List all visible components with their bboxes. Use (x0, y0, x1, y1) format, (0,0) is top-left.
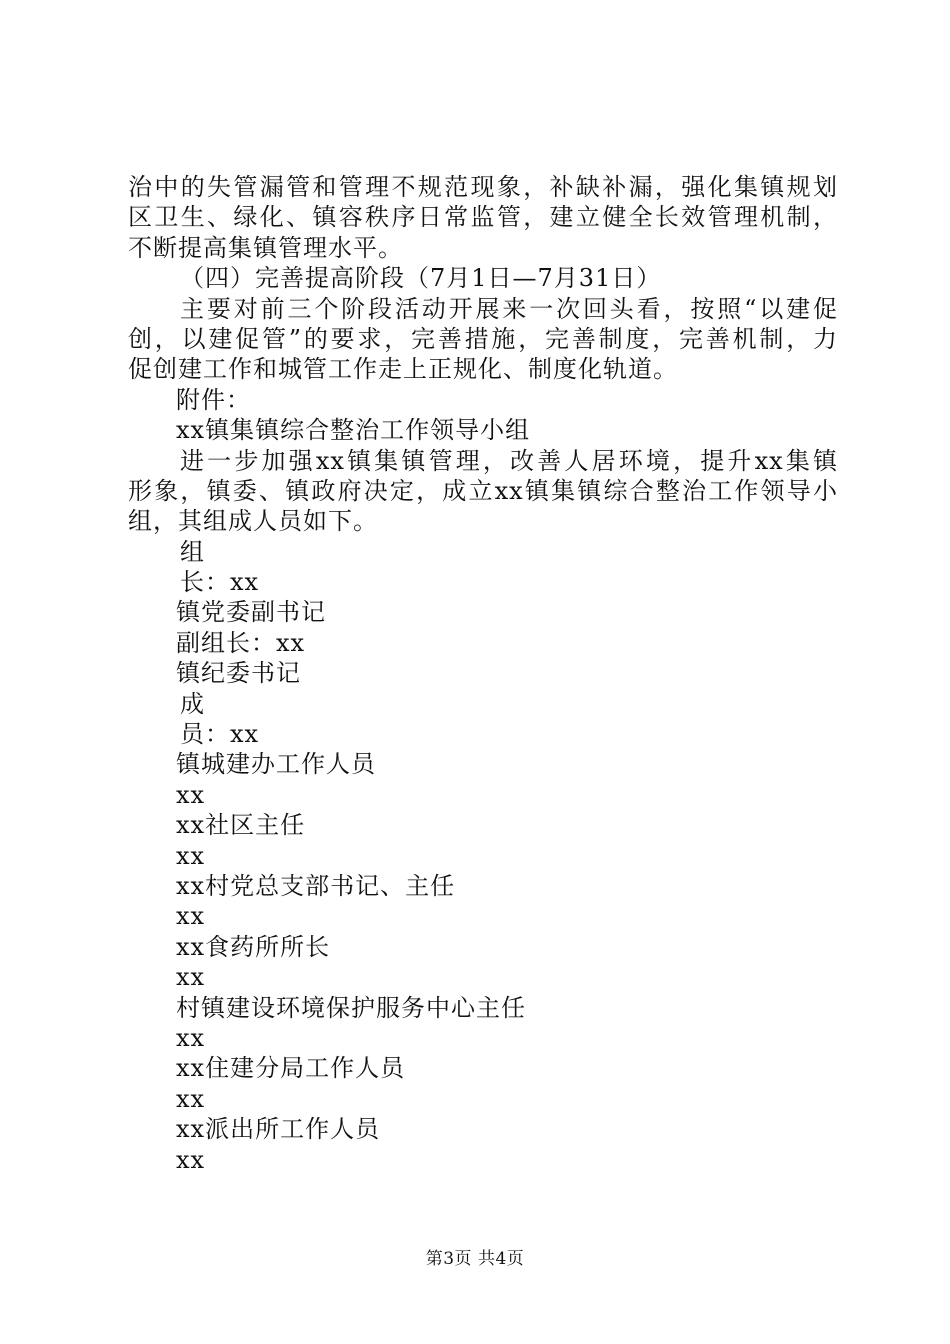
member-line: xx (176, 1145, 206, 1174)
attachment-title: xx镇集镇综合整治工作领导小组 (176, 416, 531, 445)
paragraph-line: 创，以建促管”的要求，完善措施，完善制度，完善机制，力 (128, 324, 838, 353)
attachment-label: 附件： (176, 385, 251, 414)
member-line: xx派出所工作人员 (176, 1115, 381, 1144)
member-line: xx食药所所长 (176, 932, 331, 961)
paragraph-line: 主要对前三个阶段活动开展来一次回头看，按照“以建促 (180, 294, 838, 323)
member-line: 镇党委副书记 (176, 598, 326, 627)
member-line: 组 (180, 537, 205, 566)
paragraph-line: 不断提高集镇管理水平。 (128, 233, 403, 262)
paragraph-line: 治中的失管漏管和管理不规范现象，补缺补漏，强化集镇规划 (128, 173, 838, 201)
member-line: xx (176, 1023, 206, 1052)
paragraph-line: 形象，镇委、镇政府决定，成立xx镇集镇综合整治工作领导小 (128, 476, 838, 505)
member-line: xx (176, 1084, 206, 1113)
section-heading: （四）完善提高阶段（7月1日—7月31日） (180, 264, 662, 293)
page-number: 第3页 共4页 (425, 1249, 525, 1269)
member-line: 村镇建设环境保护服务中心主任 (176, 993, 526, 1022)
member-line: 长：xx (180, 568, 260, 597)
paragraph-line: 促创建工作和城管工作走上正规化、制度化轨道。 (128, 355, 678, 384)
paragraph-line: 区卫生、绿化、镇容秩序日常监管，建立健全长效管理机制， (128, 203, 838, 232)
paragraph-line: 组，其组成人员如下。 (128, 507, 378, 536)
document-body (128, 172, 838, 1175)
member-line: xx (176, 841, 206, 870)
member-line: 员：xx (180, 720, 260, 749)
member-line: xx (176, 780, 206, 809)
member-line: xx社区主任 (176, 811, 306, 840)
member-line: 副组长：xx (176, 628, 306, 657)
member-line: xx (176, 902, 206, 931)
page-footer (0, 1244, 950, 1269)
member-line: xx (176, 963, 206, 992)
paragraph-line: 进一步加强xx镇集镇管理，改善人居环境，提升xx集镇 (180, 446, 838, 475)
member-line: xx村党总支部书记、主任 (176, 871, 456, 900)
member-line: xx住建分局工作人员 (176, 1054, 406, 1083)
member-line: 成 (180, 689, 205, 718)
member-line: 镇城建办工作人员 (176, 750, 376, 779)
member-line: 镇纪委书记 (176, 659, 301, 688)
